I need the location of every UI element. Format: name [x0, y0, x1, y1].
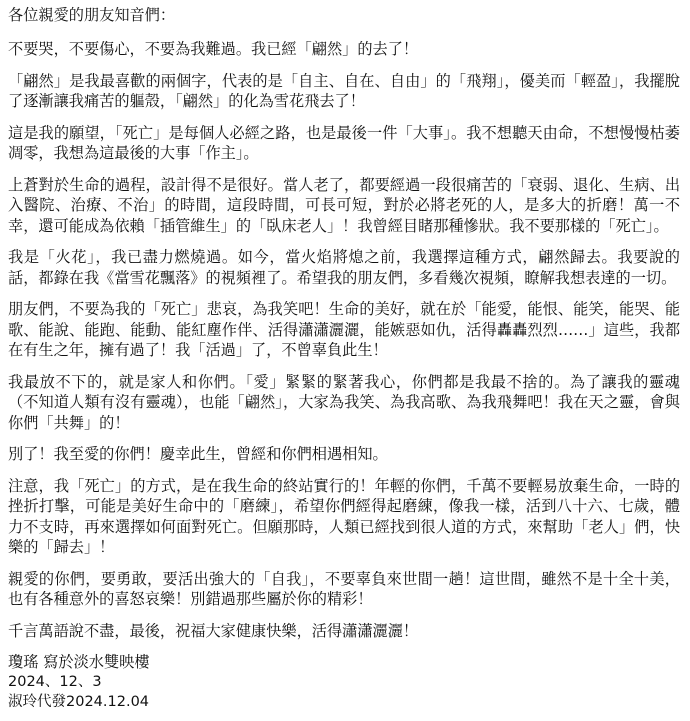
letter-paragraph: 朋友們，不要為我的「死亡」悲哀，為我笑吧！生命的美好，就在於「能愛，能恨、能笑，能哭、能歌、能說、能跑、能動、能紅塵作伴、活得瀟瀟灑灑，能嫉惡如仇，活得轟轟烈烈……」這些，我都在有生之年，擁有過了！我「活過」了，不曾辜負此生！ [8, 300, 680, 359]
letter-date: 2024、12、3 [8, 674, 102, 690]
letter-paragraph: 這是我的願望，「死亡」是每個人必經之路，也是最後一件「大事」。我不想聽天由命，不想慢慢枯萎凋零，我想為這最後的大事「作主」。 [8, 123, 680, 162]
letter-greeting: 各位親愛的朋友知音們： [8, 6, 176, 24]
letter-signature: 瓊瑤 寫於淡水雙映樓 [8, 653, 150, 671]
letter-paragraph: 「翩然」是我最喜歡的兩個字，代表的是「自主、自在、自由」的「飛翔」，優美而「輕盈」，我擺脫了逐漸讓我痛苦的軀殼，「翩然」的化為雪花飛去了！ [8, 71, 680, 110]
letter-paragraph: 別了！我至愛的你們！慶幸此生，曾經和你們相遇相知。 [8, 445, 388, 463]
letter-paragraph: 不要哭，不要傷心，不要為我難過。我已經「翩然」的去了！ [8, 40, 419, 58]
letter-paragraph: 上蒼對於生命的過程，設計得不是很好。當人老了，都要經過一段很痛苦的「衰弱、退化、生病、出入醫院、治療、不治」的時間，這段時間，可長可短，對於必將老死的人，是多大的折磨！萬一不幸，還可能成為依賴「插管維生」的「臥床老人」！我曾經目睹那種慘狀。我不要那樣的「死亡」。 [8, 175, 680, 235]
letter-paragraph: 千言萬語說不盡，最後，祝福大家健康快樂，活得瀟瀟灑灑！ [8, 621, 419, 640]
letter-paragraph: 注意，我「死亡」的方式，是在我生命的終站實行的！年輕的你們，千萬不要輕易放棄生命，一時的挫折打擊，可能是美好生命中的「磨練」，希望你們經得起磨練，像我一樣，活到八十六、七歲，體力不支時，再來選擇如何面對死亡。但願那時，人類已經找到很人道的方式，來幫助「老人」們，快樂的「歸去」！ [8, 476, 680, 556]
letter-paragraph: 親愛的你們，要勇敢，要活出強大的「自我」，不要辜負來世間一趟！這世間，雖然不是十全十美，也有各種意外的喜怒哀樂！別錯過那些屬於你的精彩！ [8, 569, 680, 608]
letter-paragraph: 我最放不下的，就是家人和你們。「愛」緊緊的緊著我心，你們都是我最不捨的。為了讓我的靈魂（不知道人類有沒有靈魂），也能「翩然」，大家為我笑、為我高歌、為我飛舞吧！我在天之靈，會與你們「共舞」的！ [8, 372, 680, 432]
relay-note: 淑玲代發2024.12.04 [8, 694, 150, 710]
letter-paragraph: 我是「火花」，我已盡力燃燒過。如今，當火焰將熄之前，我選擇這種方式，翩然歸去。我要說的話，都錄在我《當雪花飄落》的視頻裡了。希望我的朋友們，多看幾次視頻，瞭解我想表達的一切。 [8, 248, 680, 287]
